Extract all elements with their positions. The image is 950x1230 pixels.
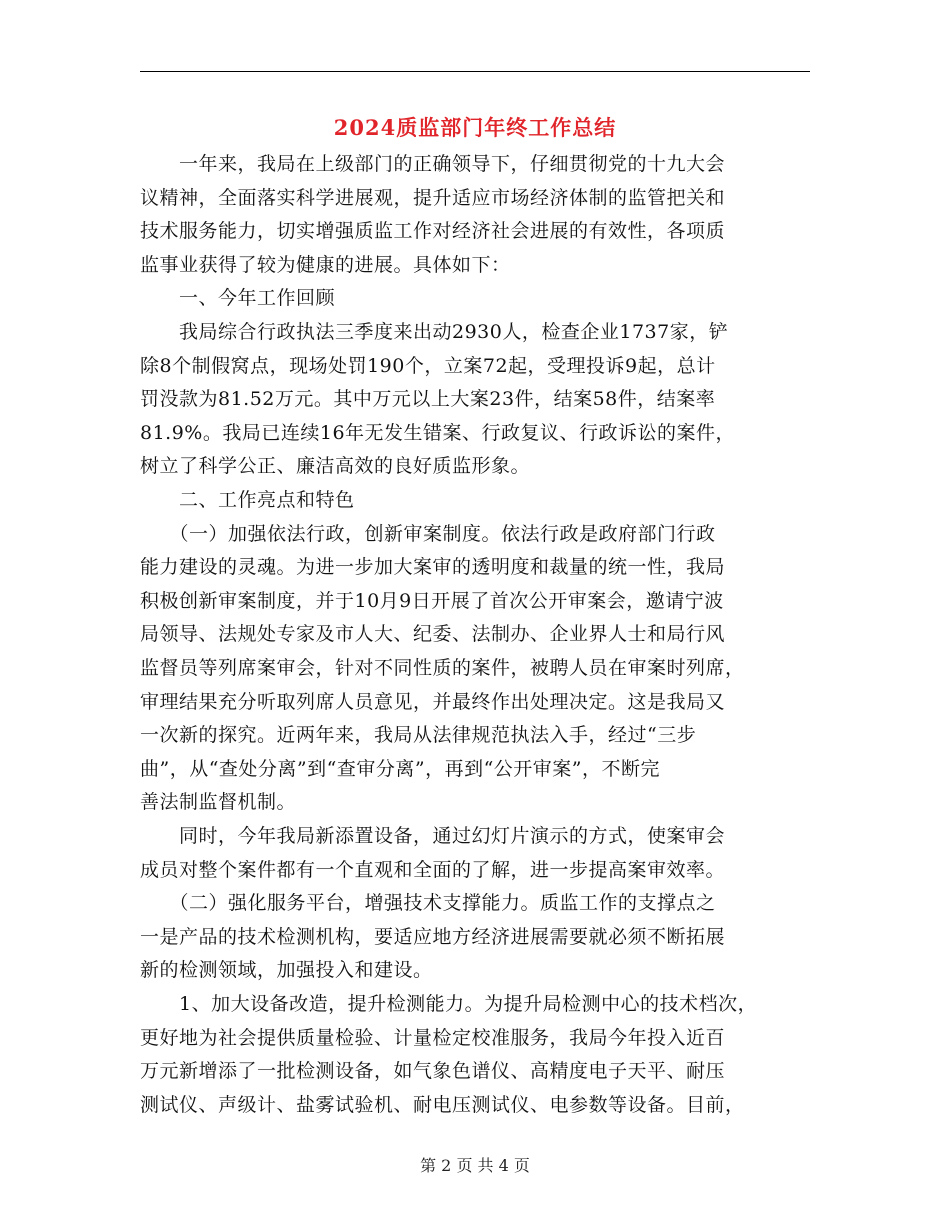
body-line: （一）加强依法行政，创新审案制度。依法行政是政府部门行政	[140, 523, 716, 545]
body-line: 树立了科学公正、廉洁高效的良好质监形象。	[140, 455, 531, 477]
body-line: 监事业获得了较为健康的进展。具体如下：	[140, 254, 511, 276]
page-number-footer: 第 2 页 共 4 页	[420, 1156, 530, 1175]
body-line: 善法制监督机制。	[140, 791, 297, 813]
body-line: 审理结果充分听取列席人员意见，并最终作出处理决定。这是我局又	[140, 691, 726, 713]
body-line: 一次新的探究。近两年来，我局从法律规范执法入手，经过“三步	[140, 724, 697, 746]
body-line: 议精神，全面落实科学进展观，提升适应市场经济体制的监管把关和	[140, 187, 726, 209]
section-heading: 二、工作亮点和特色	[140, 489, 355, 511]
document-title: 2024质监部门年终工作总结	[333, 115, 617, 140]
body-line: 局领导、法规处专家及市人大、纪委、法制办、企业界人士和局行风	[140, 623, 726, 645]
body-line: 监督员等列席案审会，针对不同性质的案件，被聘人员在审案时列席，	[140, 657, 745, 679]
body-line: 81.9%。我局已连续16年无发生错案、行政复议、行政诉讼的案件，	[140, 422, 736, 444]
body-line: 更好地为社会提供质量检验、计量检定校准服务，我局今年投入近百	[140, 1027, 726, 1049]
body-line: 一是产品的技术检测机构，要适应地方经济进展需要就必须不断拓展	[140, 926, 726, 948]
section-heading: 一、今年工作回顾	[140, 287, 336, 309]
body-line: 一年来，我局在上级部门的正确领导下，仔细贯彻党的十九大会	[140, 153, 726, 175]
body-line: 1、加大设备改造，提升检测能力。为提升局检测中心的技术档次，	[140, 993, 758, 1015]
body-line: 罚没款为81.52万元。其中万元以上大案23件，结案58件，结案率	[140, 388, 716, 410]
body-line: 能力建设的灵魂。为进一步加大案审的透明度和裁量的统一性，我局	[140, 556, 726, 578]
body-line: （二）强化服务平台，增强技术支撑能力。质监工作的支撑点之	[140, 892, 716, 914]
header-rule	[140, 71, 810, 72]
body-line: 测试仪、声级计、盐雾试验机、耐电压测试仪、电参数等设备。目前，	[140, 1094, 745, 1116]
body-line: 积极创新审案制度，并于10月9日开展了首次公开审案会，邀请宁波	[140, 590, 724, 612]
body-line: 成员对整个案件都有一个直观和全面的了解，进一步提高案审效率。	[140, 859, 726, 881]
body-line: 除8个制假窝点，现场处罚190个，立案72起，受理投诉9起，总计	[140, 355, 716, 377]
body-line: 曲”，从“查处分离”到“查审分离”，再到“公开审案”，不断完	[140, 758, 660, 780]
body-line: 万元新增添了一批检测设备，如气象色谱仪、高精度电子天平、耐压	[140, 1060, 726, 1082]
body-line: 技术服务能力，切实增强质监工作对经济社会进展的有效性，各项质	[140, 220, 726, 242]
body-line: 我局综合行政执法三季度来出动2930人，检查企业1737家，铲	[140, 321, 729, 343]
body-line: 新的检测领域，加强投入和建设。	[140, 959, 433, 981]
body-line: 同时，今年我局新添置设备，通过幻灯片演示的方式，使案审会	[140, 825, 726, 847]
